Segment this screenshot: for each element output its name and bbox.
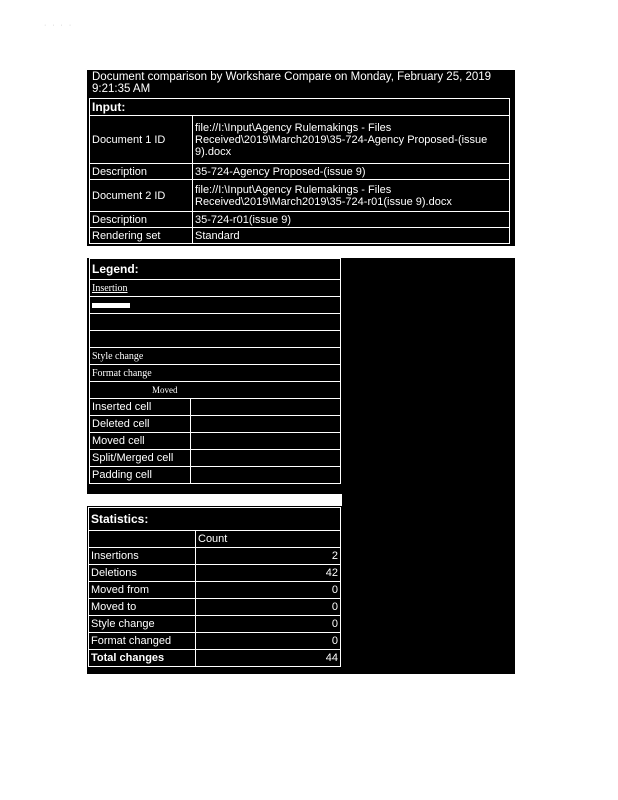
legend-deleted-cell-swatch xyxy=(191,416,341,433)
input-table xyxy=(89,98,510,244)
legend-padding-cell-swatch xyxy=(191,467,341,484)
legend-moved-to xyxy=(90,331,341,348)
document-2-id-value: file://I:\Input\Agency Rulemakings - Files Received\2019\March2019\35-724-r01(issue 9).docx xyxy=(193,180,510,212)
legend-inserted-cell-swatch xyxy=(191,399,341,416)
count-header: Count xyxy=(196,531,341,548)
stat-value: 0 xyxy=(196,616,341,633)
stat-label: Insertions xyxy=(89,548,196,565)
description-2-label: Description xyxy=(90,212,193,228)
legend-moved-cell: Moved cell xyxy=(90,433,191,450)
comparison-title: Document comparison by Workshare Compare on Monday, February 25, 2019 9:21:35 AM xyxy=(92,71,492,95)
rendering-set-value: Standard xyxy=(193,228,510,244)
legend-moved xyxy=(90,382,341,399)
legend-inserted-cell: Inserted cell xyxy=(90,399,191,416)
scan-mark: · · · · xyxy=(44,22,74,29)
section-gap xyxy=(87,246,515,258)
rendering-set-label: Rendering set xyxy=(90,228,193,244)
legend-format-change: Format change xyxy=(90,365,341,382)
stat-value: 0 xyxy=(196,582,341,599)
legend-split-merged-cell: Split/Merged cell xyxy=(90,450,191,467)
stat-label: Deletions xyxy=(89,565,196,582)
deletion-sample xyxy=(92,303,130,308)
description-2-value: 35-724-r01(issue 9) xyxy=(193,212,510,228)
description-1-value: 35-724-Agency Proposed-(issue 9) xyxy=(193,164,510,180)
legend-section-label: Legend: xyxy=(90,259,341,280)
description-1-label: Description xyxy=(90,164,193,180)
statistics-table xyxy=(88,507,341,667)
stat-total-label: Total changes xyxy=(89,650,196,667)
statistics-header-blank xyxy=(89,531,196,548)
stat-label: Format changed xyxy=(89,633,196,650)
stat-value: 0 xyxy=(196,599,341,616)
stat-label: Moved from xyxy=(89,582,196,599)
insertion-sample: Insertion xyxy=(92,283,128,294)
stat-value: 42 xyxy=(196,565,341,582)
legend-moved-from xyxy=(90,314,341,331)
legend-moved-cell-swatch xyxy=(191,433,341,450)
stat-label: Style change xyxy=(89,616,196,633)
document-2-id-label: Document 2 ID xyxy=(90,180,193,212)
legend-style-change: Style change xyxy=(90,348,341,365)
stat-value: 0 xyxy=(196,633,341,650)
moved-sample: Moved xyxy=(152,385,178,395)
legend-split-merged-cell-swatch xyxy=(191,450,341,467)
legend-deletion xyxy=(90,297,341,314)
stat-label: Moved to xyxy=(89,599,196,616)
input-section-label: Input: xyxy=(90,99,510,116)
legend-deleted-cell: Deleted cell xyxy=(90,416,191,433)
section-gap xyxy=(87,494,342,506)
legend-insertion xyxy=(90,280,341,297)
legend-padding-cell: Padding cell xyxy=(90,467,191,484)
document-1-id-label: Document 1 ID xyxy=(90,116,193,164)
document-1-id-value: file://I:\Input\Agency Rulemakings - Files Received\2019\March2019\35-724-Agency Proposed-(issue 9).docx xyxy=(193,116,510,164)
right-margin xyxy=(515,70,618,674)
stat-total-value: 44 xyxy=(196,650,341,667)
statistics-section-label: Statistics: xyxy=(89,508,341,531)
legend-table xyxy=(89,258,341,484)
stat-value: 2 xyxy=(196,548,341,565)
